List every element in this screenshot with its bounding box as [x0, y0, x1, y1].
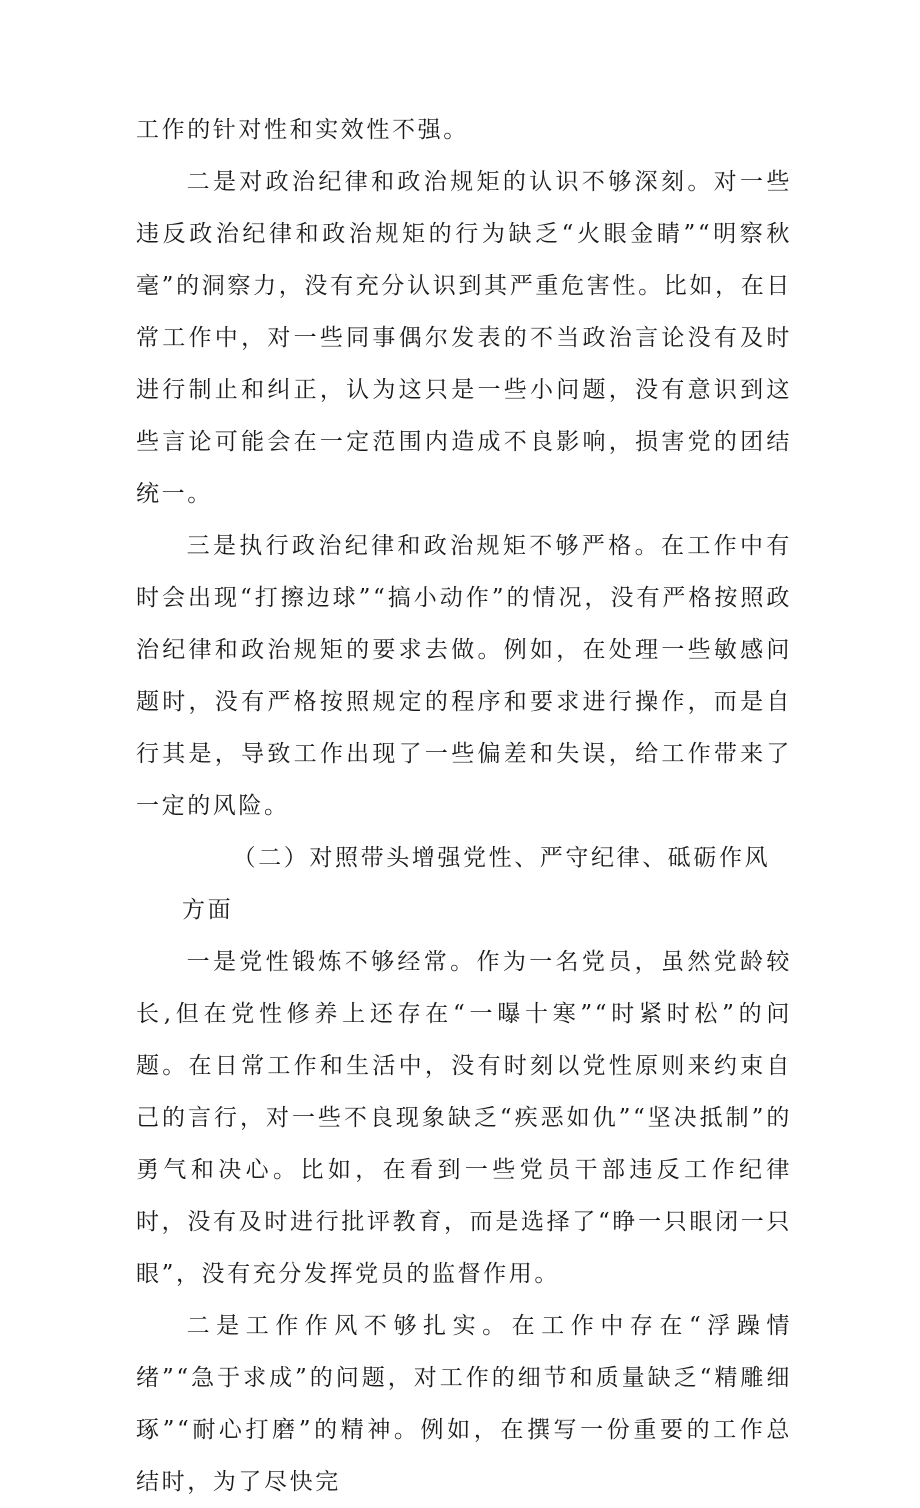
paragraph-party-spirit: 一是党性锻炼不够经常。作为一名党员，虽然党龄较长,但在党性修养上还存在“一曝十寒”“时紧时松”的问题。在日常工作和生活中，没有时刻以党性原则来约束自己的言行，对一些不良现象缺乏“疾恶如仇”“坚决抵制”的勇气和决心。比如，在看到一些党员干部违反工作纪律时，没有及时进行批评教育，而是选择了“睁一只眼闭一只眼”，没有充分发挥党员的监督作用。 — [136, 949, 792, 1287]
document-body — [136, 104, 792, 1508]
paragraph-work-style: 二是工作作风不够扎实。在工作中存在“浮躁情绪”“急于求成”的问题，对工作的细节和质量缺乏“精雕细琢”“耐心打磨”的精神。例如，在撰写一份重要的工作总结时，为了尽快完 — [136, 1313, 792, 1495]
paragraph-political-rules-execution: 三是执行政治纪律和政治规矩不够严格。在工作中有时会出现“打擦边球”“搞小动作”的情况，没有严格按照政治纪律和政治规矩的要求去做。例如，在处理一些敏感问题时，没有严格按照规定的程序和要求进行操作，而是自行其是，导致工作出现了一些偏差和失误，给工作带来了一定的风险。 — [136, 533, 792, 819]
paragraph-political-rules-understanding: 二是对政治纪律和政治规矩的认识不够深刻。对一些违反政治纪律和政治规矩的行为缺乏“火眼金睛”“明察秋毫”的洞察力，没有充分认识到其严重危害性。比如，在日常工作中，对一些同事偶尔发表的不当政治言论没有及时进行制止和纠正，认为这只是一些小问题，没有意识到这些言论可能会在一定范围内造成不良影响，损害党的团结统一。 — [136, 169, 792, 507]
section-heading: （二）对照带头增强党性、严守纪律、砥砺作风方面 — [182, 845, 771, 923]
paragraph-continuation: 工作的针对性和实效性不强。 — [136, 117, 469, 143]
